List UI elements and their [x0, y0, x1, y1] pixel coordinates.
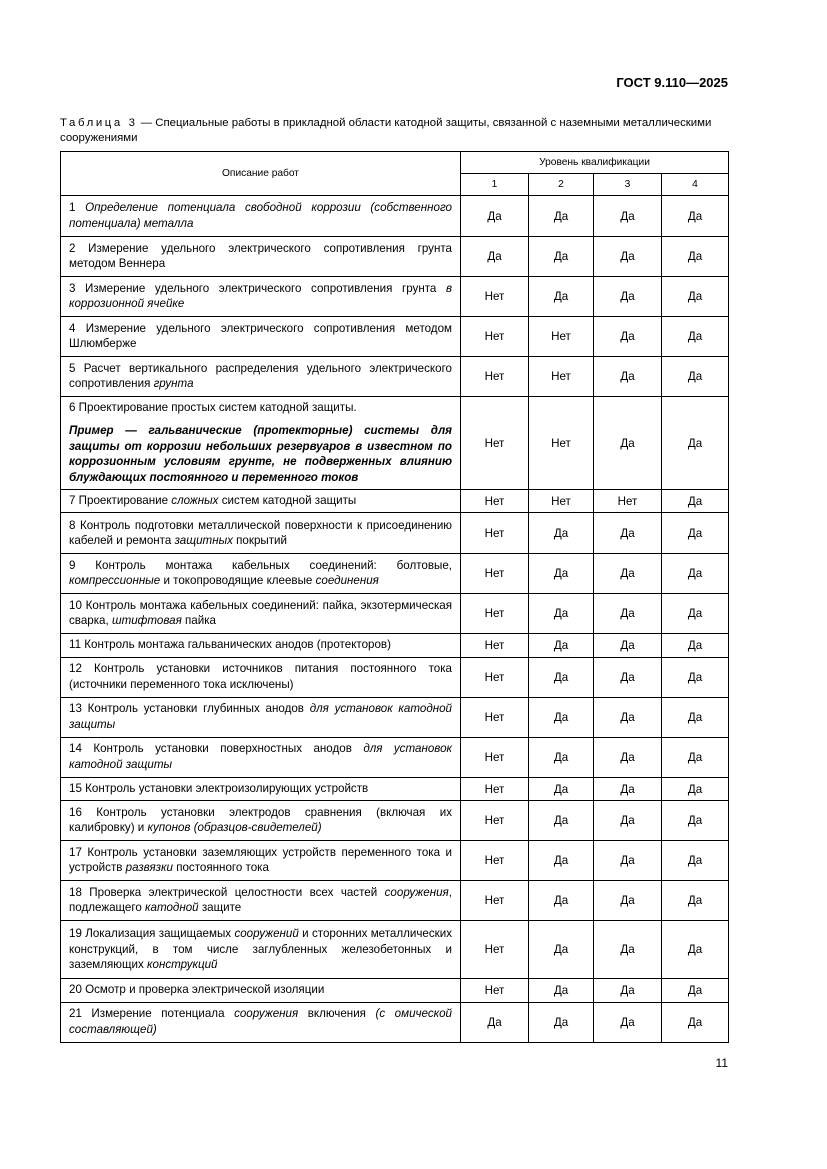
- level-2-value: Да: [529, 979, 594, 1002]
- level-3-value: Да: [594, 317, 662, 357]
- work-description-text: 1 Определение потенциала свободной коррозии (собственного потенциала) металла: [69, 201, 452, 230]
- work-description: [61, 1002, 461, 1042]
- level-4-value: Да: [662, 921, 729, 979]
- level-2-value: Да: [529, 196, 594, 237]
- work-description: [61, 594, 461, 634]
- level-2-value: Да: [529, 657, 594, 697]
- level-3-value: Да: [594, 237, 662, 277]
- table-row: [61, 979, 729, 1002]
- level-3-value: Да: [594, 1002, 662, 1042]
- level-1-value: Нет: [461, 634, 529, 657]
- level-1-value: Нет: [461, 777, 529, 800]
- header-level-4: 4: [662, 174, 729, 196]
- work-description: [61, 697, 461, 737]
- header-level-3: 3: [594, 174, 662, 196]
- work-description-text: 3 Измерение удельного электрического сопротивления грунта в коррозионной ячейке: [69, 281, 452, 310]
- table-row: [61, 881, 729, 921]
- work-description: [61, 196, 461, 237]
- level-3-value: Да: [594, 801, 662, 841]
- work-description-text: 9 Контроль монтажа кабельных соединений: болтовые, компрессионные и токопроводящие клеевые соединения: [69, 559, 452, 588]
- level-4-value: Да: [662, 196, 729, 237]
- table-row: [61, 657, 729, 697]
- level-1-value: Нет: [461, 657, 529, 697]
- work-description: [61, 317, 461, 357]
- level-4-value: Да: [662, 841, 729, 881]
- work-description-text: 20 Осмотр и проверка электрической изоляции: [69, 983, 325, 997]
- level-3-value: Да: [594, 357, 662, 397]
- level-2-value: Да: [529, 881, 594, 921]
- level-2-value: Да: [529, 237, 594, 277]
- level-4-value: Да: [662, 697, 729, 737]
- table-caption-text: — Специальные работы в прикладной области катодной защиты, связанной с наземными металлическими сооружениями: [60, 117, 712, 144]
- level-1-value: Нет: [461, 490, 529, 513]
- level-2-value: Нет: [529, 317, 594, 357]
- level-1-value: Нет: [461, 554, 529, 594]
- level-4-value: Да: [662, 277, 729, 317]
- table-row: [61, 196, 729, 237]
- table-row: [61, 237, 729, 277]
- table-row: [61, 277, 729, 317]
- header-level-2: 2: [529, 174, 594, 196]
- work-description-text: 15 Контроль установки электроизолирующих устройств: [69, 781, 369, 795]
- level-1-value: Нет: [461, 979, 529, 1002]
- level-3-value: Да: [594, 594, 662, 634]
- level-3-value: Да: [594, 777, 662, 800]
- qualification-table: [60, 151, 729, 1043]
- level-4-value: Да: [662, 979, 729, 1002]
- table-row: [61, 490, 729, 513]
- table-caption-prefix: Таблица 3: [60, 117, 138, 129]
- level-2-value: Нет: [529, 490, 594, 513]
- table-row: [61, 841, 729, 881]
- work-description-text: 5 Расчет вертикального распределения удельного электрического сопротивления грунта: [69, 361, 452, 390]
- level-3-value: Да: [594, 277, 662, 317]
- work-description-text: 21 Измерение потенциала сооружения включения (с омической составляющей): [69, 1007, 452, 1036]
- level-3-value: Да: [594, 841, 662, 881]
- work-description-text: 12 Контроль установки источников питания постоянного тока (источники переменного тока исключены): [69, 662, 452, 691]
- level-4-value: Да: [662, 634, 729, 657]
- level-3-value: Да: [594, 554, 662, 594]
- level-4-value: Да: [662, 737, 729, 777]
- work-description-text: 19 Локализация защищаемых сооружений и сторонних металлических конструкций, в том числе заглубленных железобетонных и заземляющих конструкций: [69, 927, 452, 971]
- work-description-text: 16 Контроль установки электродов сравнения (включая их калибровку) и купонов (образцов-свидетелей): [69, 805, 452, 835]
- level-2-value: Нет: [529, 397, 594, 490]
- header-level-1: 1: [461, 174, 529, 196]
- level-2-value: Да: [529, 513, 594, 554]
- level-1-value: Нет: [461, 357, 529, 397]
- work-description: [61, 277, 461, 317]
- table-row: [61, 594, 729, 634]
- table-caption: [60, 116, 728, 146]
- table-row: [61, 554, 729, 594]
- level-4-value: Да: [662, 397, 729, 490]
- table-row: [61, 513, 729, 554]
- level-2-value: Да: [529, 841, 594, 881]
- level-3-value: Да: [594, 196, 662, 237]
- work-description: [61, 737, 461, 777]
- table-row: [61, 397, 729, 490]
- level-4-value: Да: [662, 317, 729, 357]
- work-description-text: 11 Контроль монтажа гальванических анодов (протекторов): [69, 638, 391, 652]
- level-4-value: Да: [662, 513, 729, 554]
- level-1-value: Нет: [461, 513, 529, 554]
- level-1-value: Нет: [461, 697, 529, 737]
- level-2-value: Да: [529, 594, 594, 634]
- level-1-value: Нет: [461, 881, 529, 921]
- work-description-text: 6 Проектирование простых систем катодной защиты.: [69, 401, 357, 414]
- table-row: [61, 1002, 729, 1042]
- work-description-text: 13 Контроль установки глубинных анодов для установок катодной защиты: [69, 702, 453, 731]
- level-1-value: Да: [461, 196, 529, 237]
- work-description-text: 8 Контроль подготовки металлической поверхности к присоединению кабелей и ремонта защитных покрытий: [69, 518, 452, 547]
- level-4-value: Да: [662, 1002, 729, 1042]
- table-row: [61, 634, 729, 657]
- work-description: [61, 777, 461, 800]
- level-1-value: Нет: [461, 317, 529, 357]
- level-4-value: Да: [662, 881, 729, 921]
- work-description-text: 14 Контроль установки поверхностных анодов для установок катодной защиты: [69, 742, 453, 771]
- level-3-value: Да: [594, 697, 662, 737]
- table-row: [61, 777, 729, 800]
- level-4-value: Да: [662, 801, 729, 841]
- level-1-value: Да: [461, 237, 529, 277]
- work-description: [61, 357, 461, 397]
- level-4-value: Да: [662, 594, 729, 634]
- level-3-value: Да: [594, 657, 662, 697]
- table-row: [61, 317, 729, 357]
- work-description-text: 17 Контроль установки заземляющих устройств переменного тока и устройств развязки постоянного тока: [69, 845, 452, 875]
- example-note: Пример — гальванические (протекторные) системы для защиты от коррозии небольших резервуаров в известном по коррозионным условиям грунте, не подверженных влиянию блуждающих постоянного и переменного токов: [69, 424, 452, 484]
- work-description: [61, 841, 461, 881]
- work-description: [61, 801, 461, 841]
- work-description: [61, 657, 461, 697]
- level-1-value: Нет: [461, 277, 529, 317]
- level-1-value: Нет: [461, 921, 529, 979]
- work-description: [61, 237, 461, 277]
- table-row: [61, 737, 729, 777]
- level-4-value: Да: [662, 657, 729, 697]
- level-2-value: Да: [529, 1002, 594, 1042]
- level-4-value: Да: [662, 237, 729, 277]
- work-description-text: 2 Измерение удельного электрического сопротивления грунта методом Веннера: [69, 241, 452, 270]
- work-description: [61, 554, 461, 594]
- level-3-value: Да: [594, 737, 662, 777]
- work-description: [61, 881, 461, 921]
- work-description-text: 10 Контроль монтажа кабельных соединений: пайка, экзотермическая сварка, штифтовая пайка: [69, 599, 452, 628]
- level-4-value: Да: [662, 490, 729, 513]
- level-3-value: Да: [594, 979, 662, 1002]
- document-code: ГОСТ 9.110—2025: [616, 75, 728, 90]
- work-description: [61, 513, 461, 554]
- work-description: [61, 397, 461, 490]
- level-2-value: Да: [529, 554, 594, 594]
- table-row: [61, 801, 729, 841]
- header-qualification-level-label: Уровень квалификации: [539, 157, 650, 168]
- work-description-text: 4 Измерение удельного электрического сопротивления методом Шлюмберже: [69, 321, 452, 350]
- level-2-value: Нет: [529, 357, 594, 397]
- level-3-value: Да: [594, 921, 662, 979]
- work-description-text: 7 Проектирование сложных систем катодной защиты: [69, 494, 357, 508]
- level-1-value: Нет: [461, 841, 529, 881]
- level-1-value: Да: [461, 1002, 529, 1042]
- level-1-value: Нет: [461, 801, 529, 841]
- level-3-value: Да: [594, 397, 662, 490]
- level-4-value: Да: [662, 554, 729, 594]
- table-row: [61, 697, 729, 737]
- table-row: [61, 357, 729, 397]
- table-row: [61, 921, 729, 979]
- work-description: [61, 921, 461, 979]
- level-2-value: Да: [529, 697, 594, 737]
- level-2-value: Да: [529, 737, 594, 777]
- level-2-value: Да: [529, 777, 594, 800]
- work-description: [61, 634, 461, 657]
- work-description: [61, 979, 461, 1002]
- level-3-value: Да: [594, 881, 662, 921]
- level-2-value: Да: [529, 921, 594, 979]
- page-number: 11: [715, 1056, 728, 1070]
- level-2-value: Да: [529, 277, 594, 317]
- level-1-value: Нет: [461, 737, 529, 777]
- level-3-value: Да: [594, 634, 662, 657]
- work-description: [61, 490, 461, 513]
- level-4-value: Да: [662, 777, 729, 800]
- level-3-value: Нет: [594, 490, 662, 513]
- header-qualification-level: [461, 152, 729, 174]
- level-2-value: Да: [529, 634, 594, 657]
- level-4-value: Да: [662, 357, 729, 397]
- level-3-value: Да: [594, 513, 662, 554]
- level-1-value: Нет: [461, 397, 529, 490]
- level-1-value: Нет: [461, 594, 529, 634]
- work-description-text: 18 Проверка электрической целостности всех частей сооружения, подлежащего катодной защите: [69, 885, 452, 915]
- header-description: Описание работ: [61, 152, 461, 196]
- level-2-value: Да: [529, 801, 594, 841]
